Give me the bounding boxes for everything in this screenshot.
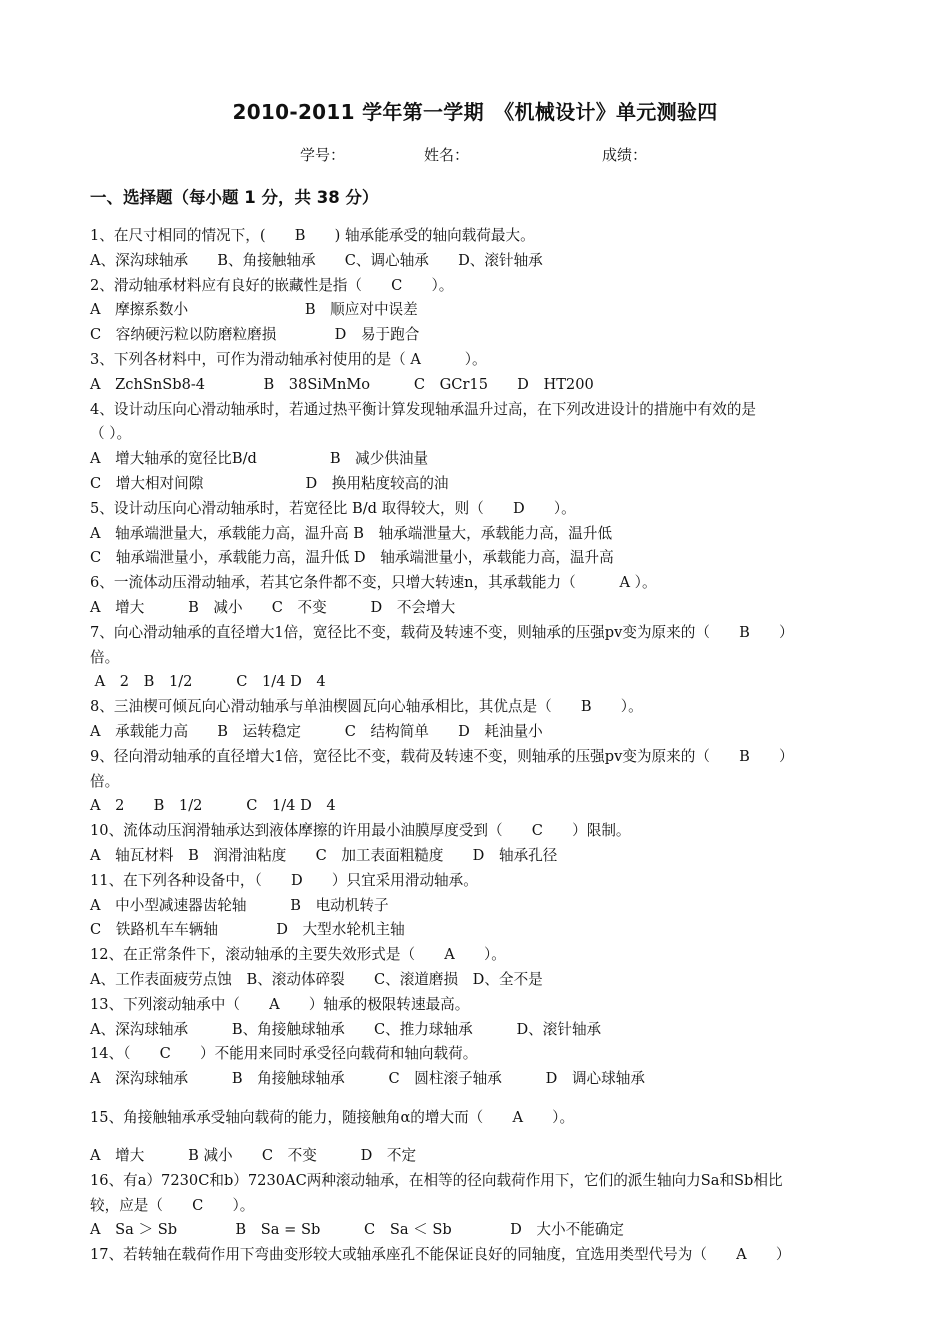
question-line: 5、设计动压向心滑动轴承时，若宽径比 B/d 取得较大，则（ D ）。 [90,499,576,517]
question-line: 8、三油楔可倾瓦向心滑动轴承与单油楔圆瓦向心轴承相比，其优点是（ B ）。 [90,698,643,716]
question-line: C 增大相对间隙 D 换用粘度较高的油 [90,475,449,492]
question-line: 16、有a）7230C和b）7230AC两种滚动轴承，在相等的径向载荷作用下，它们的派生轴向力Sa和Sb相比 [90,1171,783,1189]
question-line: A 2 B 1/2 C 1/4 D 4 [90,797,336,815]
question-line: A 深沟球轴承 B 角接触球轴承 C 圆柱滚子轴承 D 调心球轴承 [90,1070,645,1088]
question-line: 1、在尺寸相同的情况下，( B ) 轴承能承受的轴向载荷最大。 [90,227,535,244]
question-line: 4、设计动压向心滑动轴承时，若通过热平衡计算发现轴承温升过高，在下列改进设计的措施中有效的是 [90,400,757,418]
question-line: A 轴瓦材料 B 润滑油粘度 C 加工表面粗糙度 D 轴承孔径 [90,847,558,864]
question-line: A ZchSnSb8-4 B 38SiMnMo C GCr15 D HT200 [90,375,594,393]
score-label: 成绩： [602,146,648,164]
question-line: 9、径向滑动轴承的直径增大1倍，宽径比不变，载荷及转速不变，则轴承的压强pv变为原来的（ B ） [90,747,794,765]
question-line: C 铁路机车车辆轴 D 大型水轮机主轴 [90,921,405,939]
question-line: 6、一流体动压滑动轴承，若其它条件都不变，只增大转速n，其承载能力（ A ）。 [90,574,657,592]
question-line: 较，应是（ C ）。 [90,1196,255,1214]
question-line: A 承载能力高 B 运转稳定 C 结构简单 D 耗油量小 [90,723,543,740]
question-line: A 增大 B 减小 C 不变 D 不会增大 [90,599,456,616]
section-title: 一、选择题（每小题 1 分，共 38 分） [90,188,379,207]
question-line: 2、滑动轴承材料应有良好的嵌藏性是指（ C ）。 [90,276,454,294]
name-label: 姓名： [424,146,470,164]
question-line: A 中小型减速器齿轮轴 B 电动机转子 [90,896,389,914]
question-line: A 2 B 1/2 C 1/4 D 4 [90,673,326,691]
question-line: 倍。 [90,648,120,666]
question-line: 13、下列滚动轴承中（ A ）轴承的极限转速最高。 [90,995,470,1013]
question-line: 倍。 [90,772,120,790]
question-line: A、工作表面疲劳点蚀 B、滚动体碎裂 C、滚道磨损 D、全不是 [90,971,543,988]
question-line: 17、若转轴在载荷作用下弯曲变形较大或轴承座孔不能保证良好的同轴度，宜选用类型代号为（ A ） [90,1246,791,1264]
question-line: 7、向心滑动轴承的直径增大1倍，宽径比不变，载荷及转速不变，则轴承的压强pv变为原来的（ B ） [90,623,794,641]
question-line: 11、在下列各种设备中，（ D ）只宜采用滑动轴承。 [90,871,478,889]
question-line: A、深沟球轴承 B、角接触轴承 C、调心轴承 D、滚针轴承 [90,251,543,269]
question-line: C 容纳硬污粒以防磨粒磨损 D 易于跑合 [90,326,420,344]
question-line: 14、（ C ）不能用来同时承受径向载荷和轴向载荷。 [90,1045,478,1063]
question-line: 3、下列各材料中，可作为滑动轴承衬使用的是（ A ）。 [90,351,487,368]
question-line: A、深沟球轴承 B、角接触球轴承 C、推力球轴承 D、滚针轴承 [90,1020,602,1038]
student-id-label: 学号： [300,146,346,164]
question-line: 10、流体动压润滑轴承达到液体摩擦的许用最小油膜厚度受到（ C ）限制。 [90,822,631,840]
question-line: 15、角接触轴承承受轴向载荷的能力，随接触角α的增大而（ A ）。 [90,1109,575,1126]
question-line: A 轴承端泄量大，承载能力高，温升高 B 轴承端泄量大，承载能力高，温升低 [90,524,613,542]
question-line: A 摩擦系数小 B 顺应对中误差 [90,301,418,319]
question-line: （ ）。 [90,425,132,443]
question-line: A 增大 B 减小 C 不变 D 不定 [90,1147,417,1164]
question-line: A Sa ＞ Sb B Sa = Sb C Sa ＜ Sb D 大小不能确定 [90,1221,624,1239]
page-title: 2010-2011 学年第一学期 《机械设计》单元测验四 [232,100,718,124]
question-line: A 增大轴承的宽径比B/d B 减少供油量 [90,450,429,468]
question-line: C 轴承端泄量小，承载能力高，温升低 D 轴承端泄量小，承载能力高，温升高 [90,549,614,567]
question-line: 12、在正常条件下，滚动轴承的主要失效形式是（ A ）。 [90,946,506,964]
